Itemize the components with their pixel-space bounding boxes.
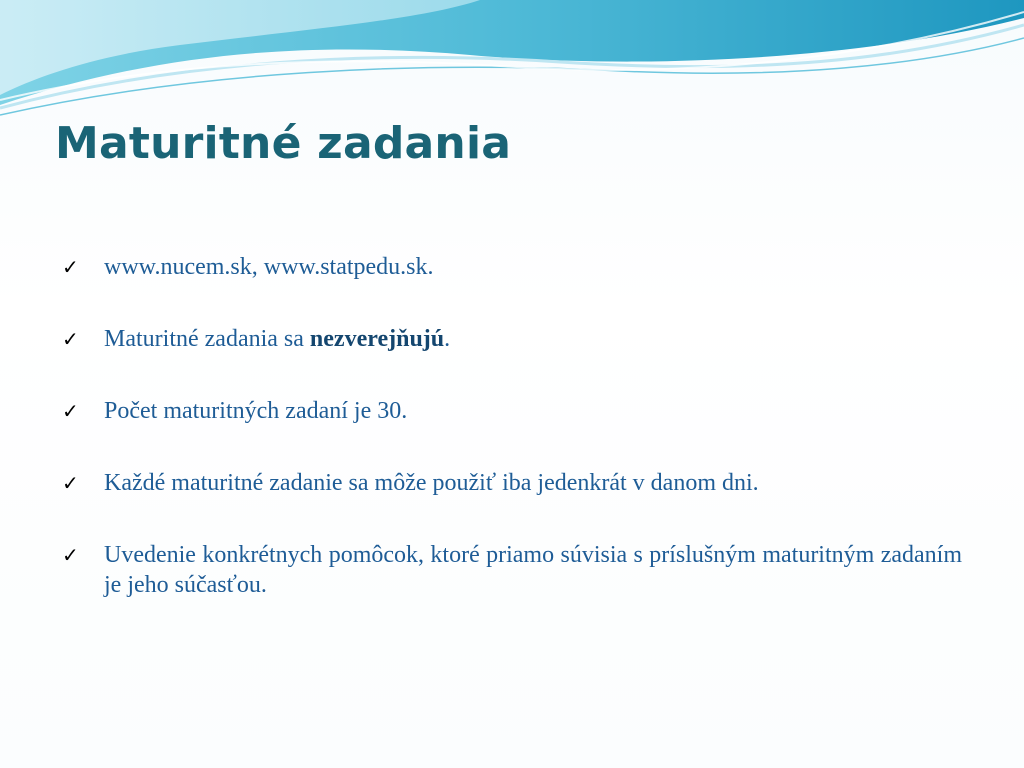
bullet-text-part: Počet maturitných zadaní je 30. bbox=[104, 398, 408, 424]
checkmark-icon: ✓ bbox=[62, 543, 79, 567]
bullet-text-part: Maturitné zadania sa bbox=[104, 326, 310, 352]
bullet-text-part: Každé maturitné zadanie sa môže použiť iba jedenkrát v danom dni. bbox=[104, 470, 759, 496]
bullet-item bbox=[62, 396, 962, 426]
bullet-text bbox=[104, 396, 962, 426]
bullet-item bbox=[62, 540, 962, 600]
decorative-wave-header bbox=[0, 0, 1024, 130]
bullet-text-part: www.nucem.sk, www.statpedu.sk. bbox=[104, 254, 434, 280]
checkmark-icon: ✓ bbox=[62, 327, 79, 351]
bullet-text bbox=[104, 324, 962, 354]
bullet-text-bold: nezverejňujú bbox=[309, 326, 445, 352]
bullet-item bbox=[62, 324, 962, 354]
bullet-item bbox=[62, 468, 962, 498]
bullet-text-part: Uvedenie konkrétnych pomôcok, ktoré priamo súvisia s príslušným maturitným zadaním je jeho súčasťou. bbox=[104, 542, 962, 598]
checkmark-icon: ✓ bbox=[62, 255, 79, 279]
checkmark-icon: ✓ bbox=[62, 471, 79, 495]
bullet-text bbox=[104, 468, 962, 498]
slide-title: Maturitné zadania bbox=[55, 118, 512, 169]
checkmark-icon: ✓ bbox=[62, 399, 79, 423]
bullet-list bbox=[62, 252, 962, 642]
bullet-text-part: . bbox=[444, 326, 451, 352]
bullet-item bbox=[62, 252, 962, 282]
bullet-text bbox=[104, 252, 962, 282]
bullet-text bbox=[104, 540, 962, 600]
